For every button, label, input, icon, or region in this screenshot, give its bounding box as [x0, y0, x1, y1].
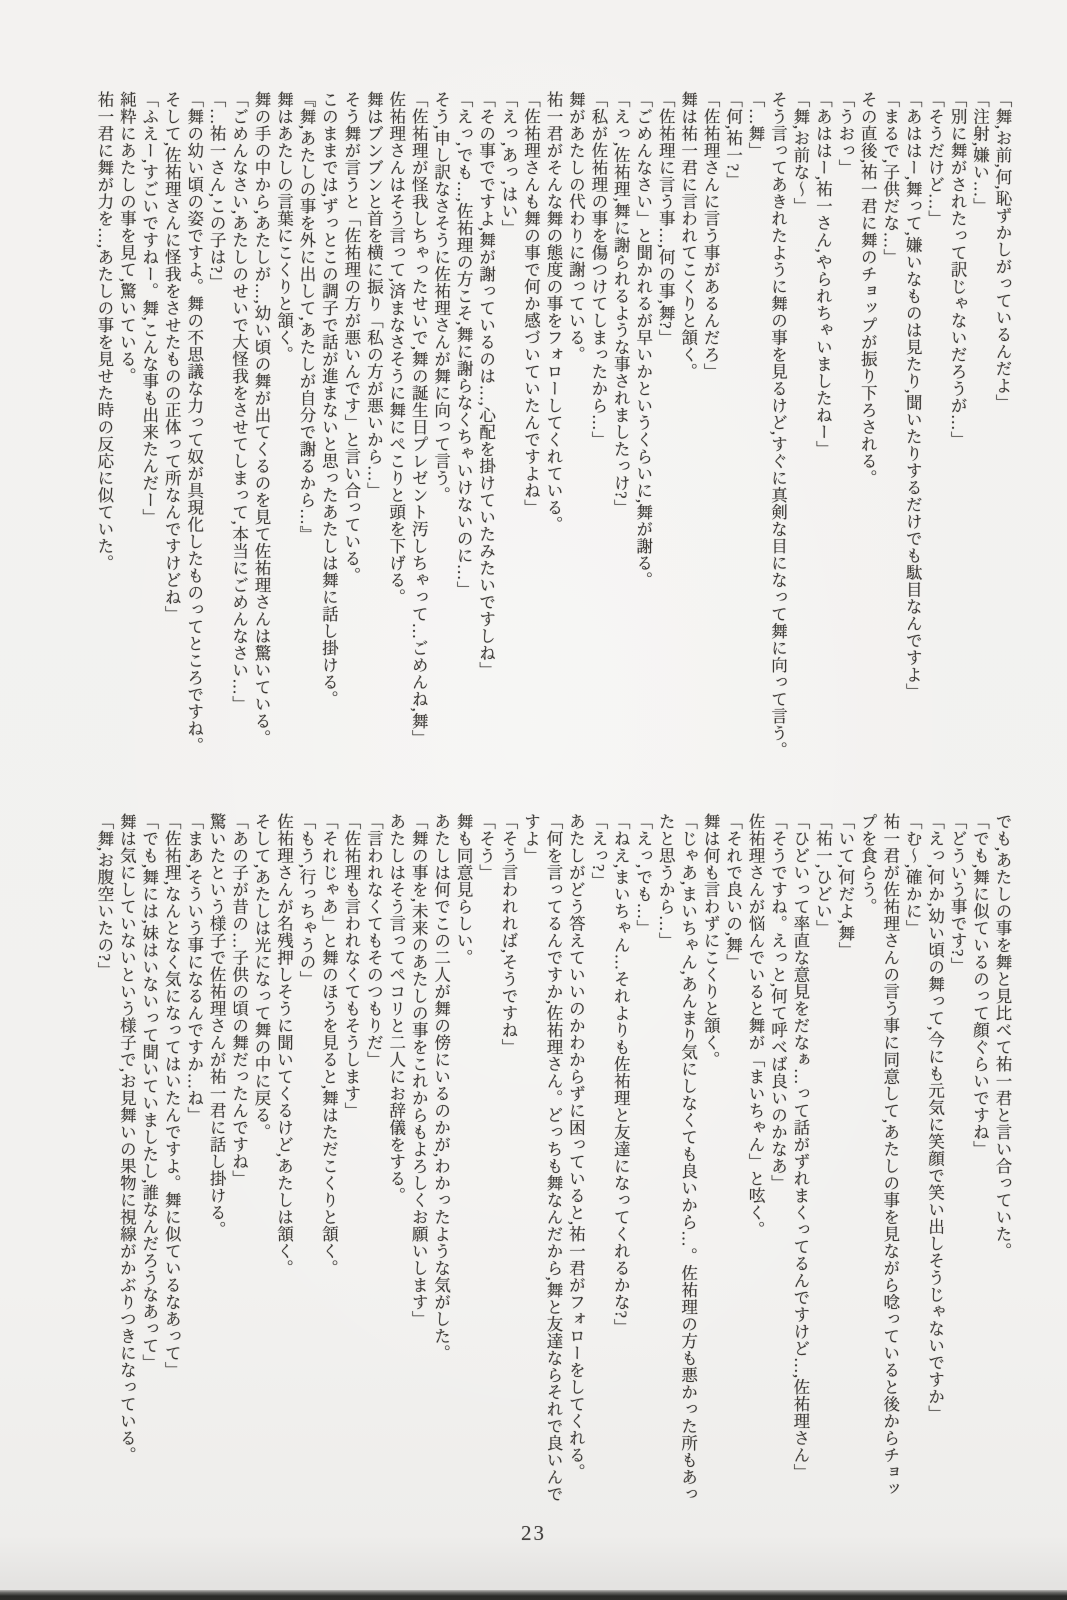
paragraph: 「言われなくてもそのつもりだ」	[364, 813, 384, 1068]
paragraph: 「えっ,佐祐理,舞に謝られるような事されましたっけ?」	[611, 91, 631, 517]
paragraph: 「別に舞がされたって訳じゃないだろうが…」	[948, 91, 968, 448]
paragraph: 「えっ?」	[588, 813, 608, 889]
paragraph: 「うおっ」	[835, 91, 855, 176]
paragraph: 『舞,あたしの事を外に出して,あたしが自分で謝るから…』	[296, 91, 316, 543]
paragraph: 「ひどいって率直な意見をだなぁ…って話がずれまくってるんですけど…,佐祐理さん」	[790, 813, 810, 1481]
paragraph: 「そうだけど…」	[925, 91, 945, 227]
paragraph: 「祐一,ひどい」	[813, 813, 833, 937]
paragraph: 「ねえ,まいちゃん…それよりも佐祐理と友達になってくれるかな?」	[611, 813, 631, 1336]
paragraph: 「じゃあ,まいちゃん,あんまり気にしなくても良いから…。佐祐理の方も悪かった所もあったと思うから…」	[656, 813, 698, 1503]
text-block-top	[78, 91, 1013, 785]
paragraph: 舞はブンブンと首を横に振り「私の方が悪いから…」	[364, 91, 384, 499]
paragraph: 「佐祐理さんも舞の事で何か感づいていたんですよね」	[521, 91, 541, 516]
paragraph: あたしはそう言ってペコリと二人にお辞儀をする。	[386, 813, 406, 1204]
paragraph: 「注射,嫌い…」	[970, 91, 990, 215]
paragraph: そう言ってあきれたように舞の事を見るけど,すぐに真剣な目になって舞に向って言う。	[768, 91, 788, 759]
paragraph: 佐祐理さんが悩んでいると舞が「まいちゃん」と呟く。	[746, 813, 766, 1238]
paragraph: 「そうですね。えっと,何て呼べば良いのかなあ」	[768, 813, 788, 1192]
paragraph: 佐祐理さんはそう言って,済まなさそうに舞にぺこりと頭を下げる。	[386, 91, 406, 606]
page-number: 23	[521, 1521, 546, 1545]
paragraph: 祐一君がそんな舞の態度の事をフォローしてくれている。	[543, 91, 563, 533]
paragraph: そして,佐祐理さんに怪我をさせたものの正体って所なんですけどね」	[162, 91, 182, 623]
paragraph: 「その事でですよ,舞が謝っているのは…,心配を掛けていたみたいですしね」	[476, 91, 496, 679]
paragraph: 祐一君に舞が力を…,あたしの事を見せた時の反応に似ていた。	[94, 91, 114, 572]
paragraph: 佐祐理さんが名残押しそうに聞いてくるけど,あたしは頷く。	[274, 813, 294, 1277]
paragraph: 「ふえー,すごいですねー。舞,こんな事も出来たんだー」	[139, 91, 159, 526]
paragraph: 「む〜,確かに」	[903, 813, 923, 937]
paragraph: 祐一君が佐祐理さんの言う事に同意して,あたしの事を見ながら唸っていると後からチョップを食らう。	[858, 813, 900, 1498]
paragraph: 「佐祐理が怪我しちゃったせいで,舞の誕生日プレゼント汚しちゃって…ごめんね,舞」	[409, 91, 429, 747]
paragraph: 「ごめんなさい,あたしのせいで大怪我をさせてしまって,本当にごめんなさい…」	[229, 91, 249, 713]
paragraph: 舞の手の中から,あたしが…,幼い頃の舞が出てくるのを見て佐祐理さんは驚いている。	[252, 91, 272, 747]
paragraph: 「佐祐理に言う事…,何の事,舞?」	[656, 91, 676, 347]
paragraph: 舞は祐一君に言われてこくりと頷く。	[678, 91, 698, 380]
paragraph: そう,申し訳なさそうに佐祐理さんが舞に向って言う。	[431, 91, 451, 504]
paragraph: 「あははー,舞って,嫌いなものは見たり,聞いたりするだけでも駄目なんですよ」	[903, 91, 923, 700]
paragraph: 「舞の幼い頃の姿ですよ。舞の不思議な力って奴が具現化したものってところですね。	[184, 91, 204, 754]
paragraph: 舞はあたしの言葉にこくりと頷く。	[274, 91, 294, 363]
paragraph: 「佐祐理さんに言う事があるんだろ」	[701, 91, 721, 380]
text-block-bottom	[78, 813, 1013, 1507]
paragraph: 「ごめんなさい」と聞かれるが早いかというくらいに,舞が謝る。	[633, 91, 653, 589]
paragraph: 「それじゃあ」と舞のほうを見ると,舞はただこくりと頷く。	[319, 813, 339, 1277]
paragraph: そう舞が言うと「佐祐理の方が悪いんです」と言い合っている。	[341, 91, 361, 584]
paragraph: 「舞,お腹空いたの?」	[94, 813, 114, 979]
paragraph: 「まあ,そういう事になるんですか…ね」	[184, 813, 204, 1124]
paragraph: 「あの子が昔の…子供の頃の舞だったんですね」	[229, 813, 249, 1187]
paragraph: 「私が佐祐理の事を傷つけてしまったから…」	[588, 91, 608, 448]
paragraph: 舞は気にしていないという様子で,お見舞いの果物に視線がかぶりつきになっている。	[117, 813, 137, 1464]
paragraph: 「舞,お前な〜」	[790, 91, 810, 215]
paragraph: 舞も同意見らしい。	[454, 813, 474, 966]
paragraph: 「あははー,祐一さん,やられちゃいましたねー」	[813, 91, 833, 458]
paragraph: 「そう」	[476, 813, 496, 881]
paragraph: このままでは,ずっとこの調子で話が進まないと思ったあたしは舞に話し掛ける。	[319, 91, 339, 708]
paragraph: 「えっ,あっ,はい」	[499, 91, 519, 237]
paragraph: でも,あたしの事を舞と見比べて祐一君と言い合っていた。	[993, 813, 1012, 1260]
paragraph: あたしは何でこの二人が舞の傍にいるのかが,わかったような気がした。	[431, 813, 451, 1362]
paragraph: 「えっ,でも…,佐祐理の方こそ,舞に謝らなくちゃいけないのに…」	[454, 91, 474, 598]
paragraph: その直後,祐一君に舞のチョップが振り下ろされる。	[858, 91, 878, 487]
paragraph: 「えっ,でも…」	[633, 813, 653, 937]
paragraph: 舞は何も言わずにこくりと頷く。	[701, 813, 721, 1068]
paragraph: 「えっ,何か,幼い頃の舞って,今にも元気に笑顔で笑い出しそうじゃないですか」	[925, 813, 945, 1422]
paragraph: 「それで良いの,舞」	[723, 813, 743, 971]
paragraph: 舞があたしの代わりに謝っている。	[566, 91, 586, 363]
paragraph: 「何を言ってるんですか,佐祐理さん。どっちも舞なんだから,舞と友達ならそれで良いんですよ」	[521, 813, 563, 1503]
paragraph: 「でも,舞に似ているのって顔ぐらいですね」	[970, 813, 990, 1158]
scan-edge-shadow	[0, 1590, 1067, 1600]
paragraph: あたしがどう答えていいのかわからずに困っていると,祐一君がフォローをしてくれる。	[566, 813, 586, 1481]
paragraph: 純粋にあたしの事を見て,驚いている。	[117, 91, 137, 385]
paragraph: 「でも,舞には,妹はいないって聞いていましたし,誰なんだろうなあって」	[139, 813, 159, 1371]
paragraph: 「何,祐一?」	[723, 91, 743, 189]
paragraph: 「佐祐理も言われなくてもそうします」	[341, 813, 361, 1119]
paragraph: 「舞,お前,何,恥ずかしがっているんだよ」	[993, 91, 1012, 411]
paragraph: 「佐祐理,なんとなく気になってはいたんですよ。舞に似ているなあって」	[162, 813, 182, 1379]
paragraph: 「いて,何だよ,舞」	[835, 813, 855, 959]
paragraph: 「まるで,子供だな…」	[880, 91, 900, 266]
paragraph: 「…舞」	[746, 91, 766, 159]
paragraph: 「どういう事です?」	[948, 813, 968, 974]
paragraph: 「…祐一さん,この子は?」	[207, 91, 227, 291]
paragraph: 「舞の事を,未来のあたしの事をこれからもよろしくお願いします」	[409, 813, 429, 1328]
paragraph: 「そう言われれば,そうですね」	[499, 813, 519, 1056]
paragraph: そして,あたしは光になって舞の中に戻る。	[252, 813, 272, 1141]
paragraph: 「もう,行っちゃうの」	[296, 813, 316, 988]
paragraph: 驚いたという様子で佐祐理さんが祐一君に話し掛ける。	[207, 813, 227, 1238]
